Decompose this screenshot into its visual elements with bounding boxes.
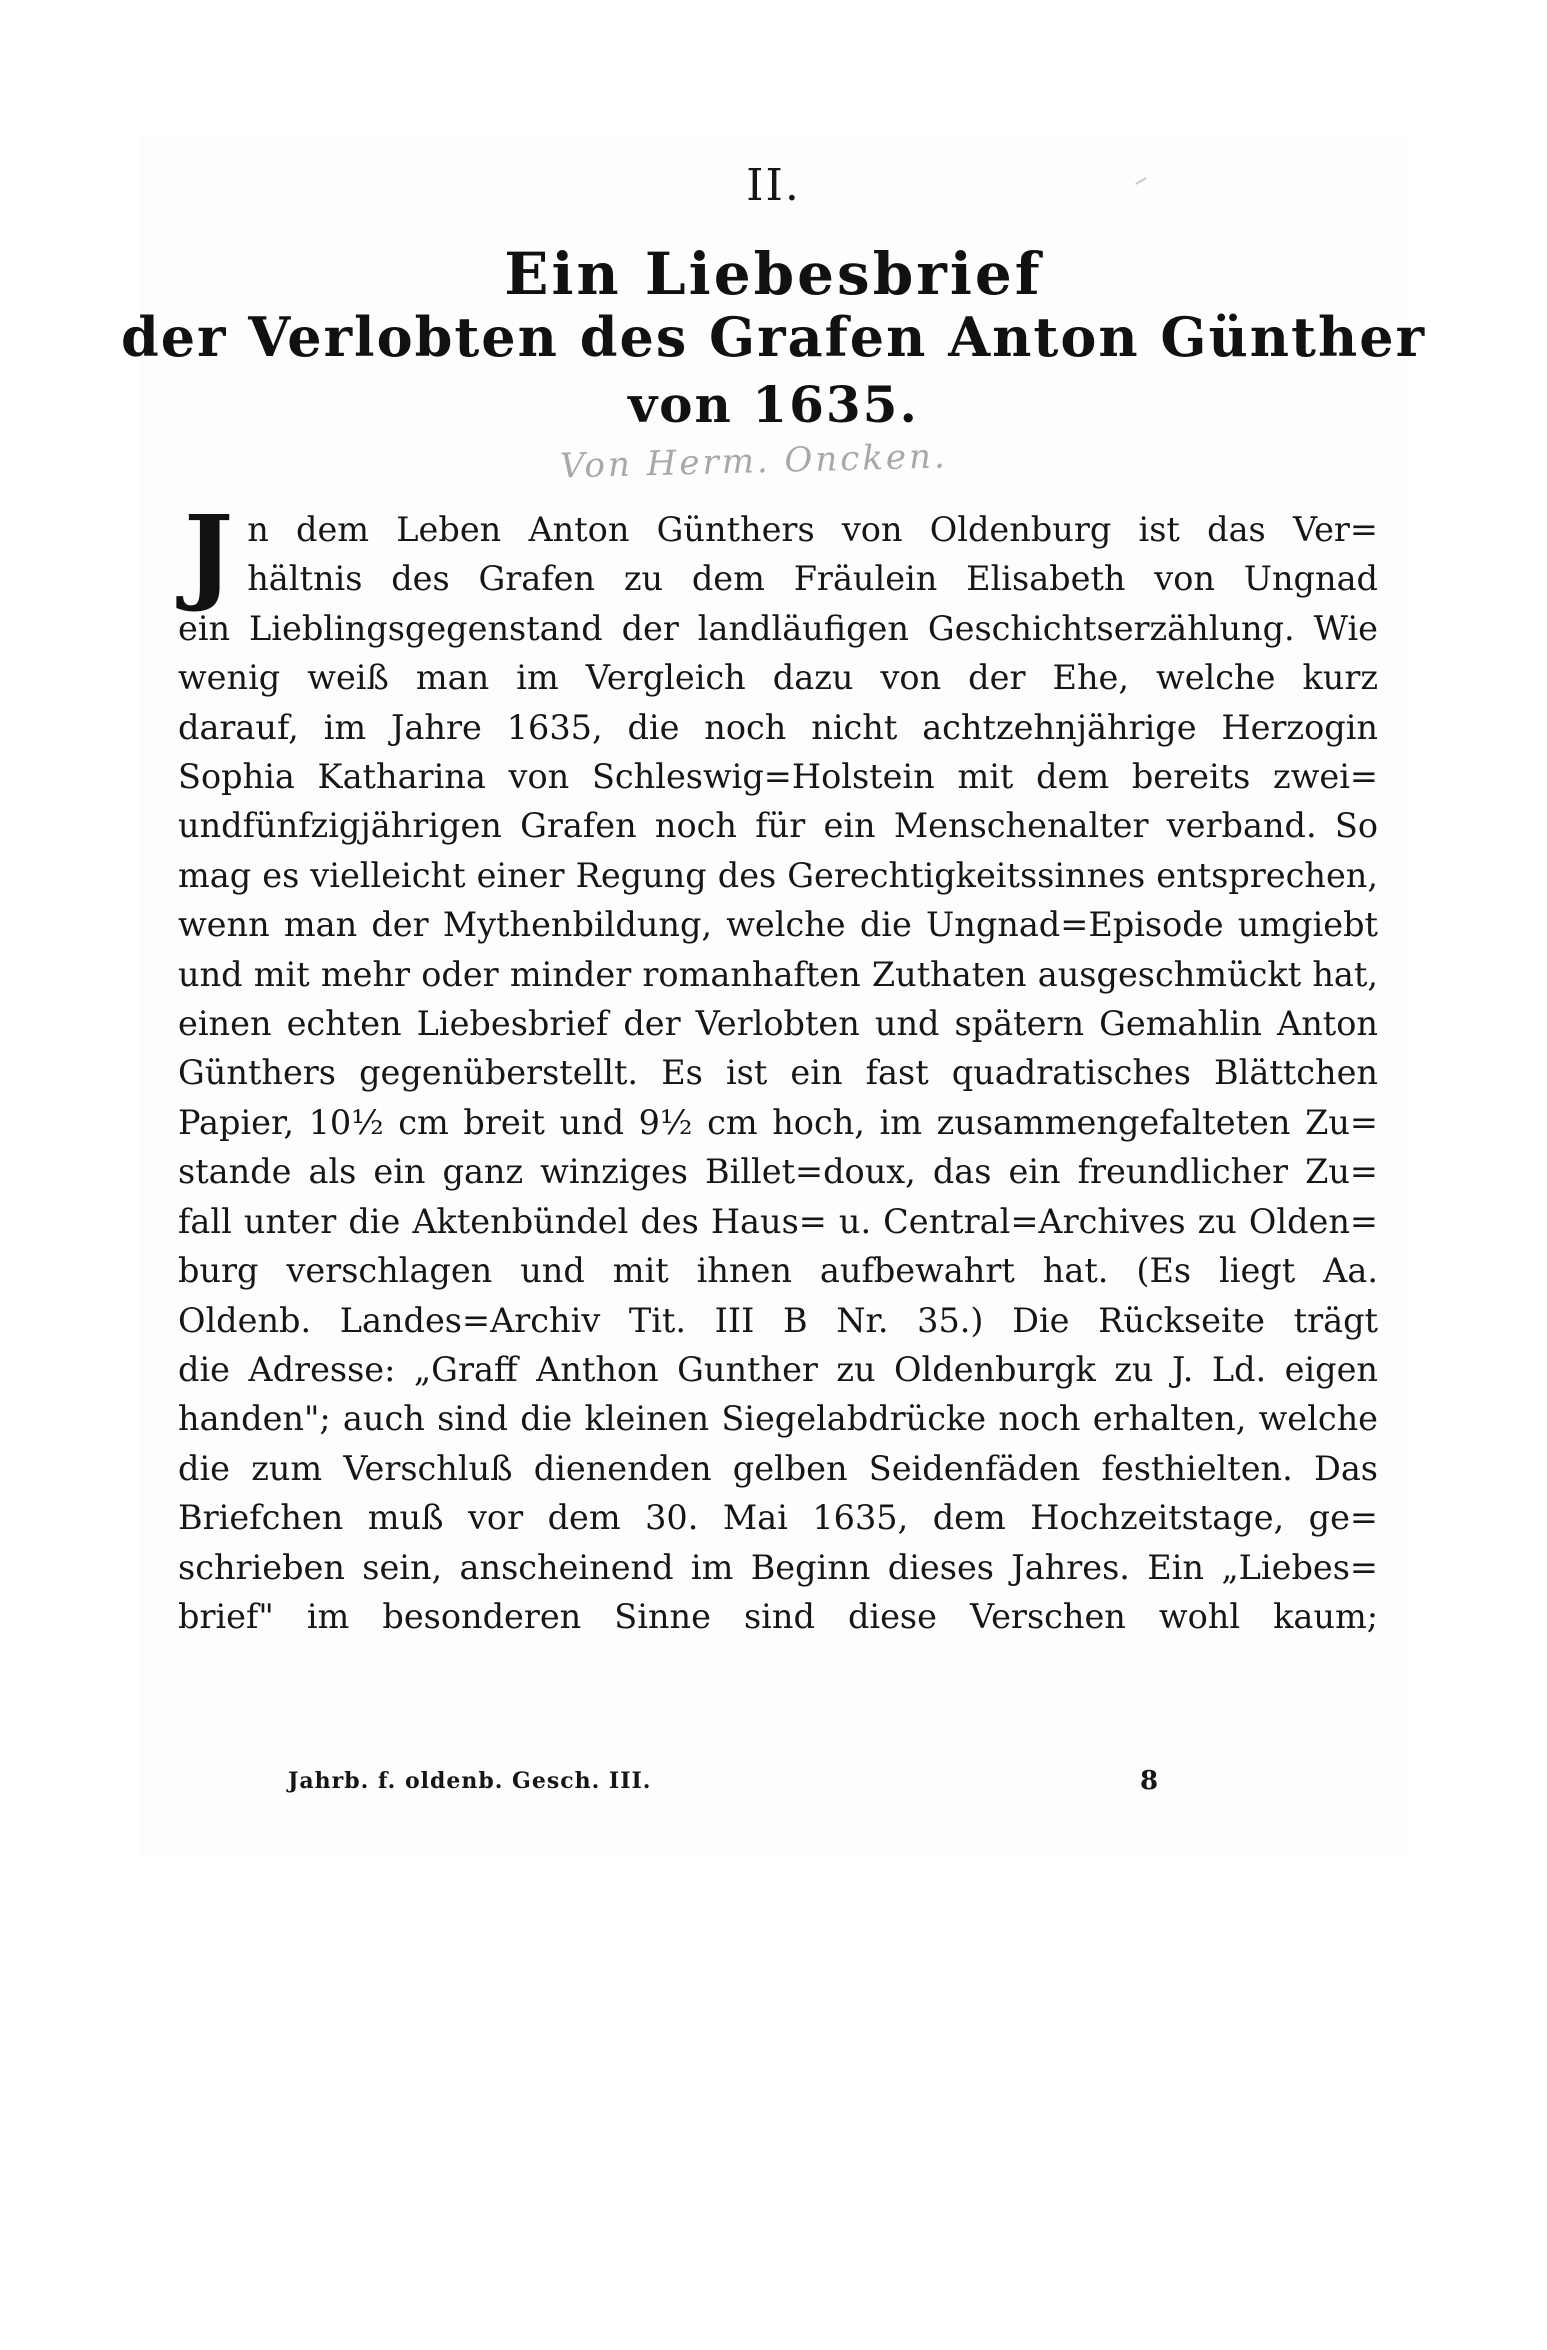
text-line: Sophia Katharina von Schleswig=Holstein mit dem bereits zwei= (178, 757, 1378, 797)
page-number: 8 (1140, 1766, 1159, 1796)
text-line: hältnis des Grafen zu dem Fräulein Elisabeth von Ungnad (247, 559, 1378, 599)
text-line: schrieben sein, anscheinend im Beginn dieses Jahres. Ein „Liebes= (178, 1547, 1378, 1587)
text-line: mag es vielleicht einer Regung des Gerechtigkeitssinnes entsprechen, (178, 855, 1378, 895)
text-line: undfünfzigjährigen Grafen noch für ein Menschenalter verband. So (178, 806, 1378, 846)
title-line-2: der Verlobten des Grafen Anton Günther (120, 305, 1427, 369)
text-line: n dem Leben Anton Günthers von Oldenburg ist das Ver= (247, 510, 1378, 549)
text-line: Papier, 10½ cm breit und 9½ cm hoch, im zusammengefalteten Zu= (178, 1102, 1378, 1142)
text-line: wenn man der Mythenbildung, welche die Ungnad=Episode umgiebt (178, 905, 1378, 945)
text-line: fall unter die Aktenbündel des Haus= u. Central=Archives zu Olden= (178, 1201, 1378, 1241)
chapter-number: II. (746, 160, 801, 211)
text-line: die zum Verschluß dienenden gelben Seidenfäden festhielten. Das (178, 1448, 1378, 1488)
drop-cap: J (184, 492, 234, 615)
body-paragraph (178, 492, 1378, 1641)
text-line: handen"; auch sind die kleinen Siegelabdrücke noch erhalten, welche (178, 1399, 1378, 1439)
text-line: die Adresse: „Graff Anthon Gunther zu Oldenburgk zu J. Ld. eigen (178, 1349, 1378, 1389)
text-line: ein Lieblingsgegenstand der landläufigen Geschichtserzählung. Wie (178, 608, 1378, 648)
text-line: und mit mehr oder minder romanhaften Zuthaten ausgeschmückt hat, (178, 954, 1378, 994)
title-line-3: von 1635. (628, 375, 919, 434)
text-line: wenig weiß man im Vergleich dazu von der Ehe, welche kurz (178, 658, 1378, 698)
text-line: Briefchen muß vor dem 30. Mai 1635, dem Hochzeitstage, ge= (178, 1498, 1378, 1538)
text-line: burg verschlagen und mit ihnen aufbewahrt hat. (Es liegt Aa. (178, 1251, 1378, 1291)
text-line: darauf, im Jahre 1635, die noch nicht achtzehnjährige Herzogin (178, 707, 1378, 747)
text-line: Oldenb. Landes=Archiv Tit. III B Nr. 35.) Die Rückseite trägt (178, 1300, 1378, 1340)
handwritten-author-note: Von Herm. Oncken. (559, 436, 949, 487)
text-line: stande als ein ganz winziges Billet=doux, das ein freundlicher Zu= (178, 1152, 1378, 1192)
text-line: einen echten Liebesbrief der Verlobten und spätern Gemahlin Anton (178, 1004, 1378, 1044)
text-line: brief" im besonderen Sinne sind diese Verschen wohl kaum; (178, 1596, 1378, 1636)
title-line-1: Ein Liebesbrief (504, 240, 1043, 308)
footer-signature: Jahrb. f. oldenb. Gesch. III. (288, 1768, 652, 1794)
text-line: Günthers gegenüberstellt. Es ist ein fast quadratisches Blättchen (178, 1053, 1378, 1093)
